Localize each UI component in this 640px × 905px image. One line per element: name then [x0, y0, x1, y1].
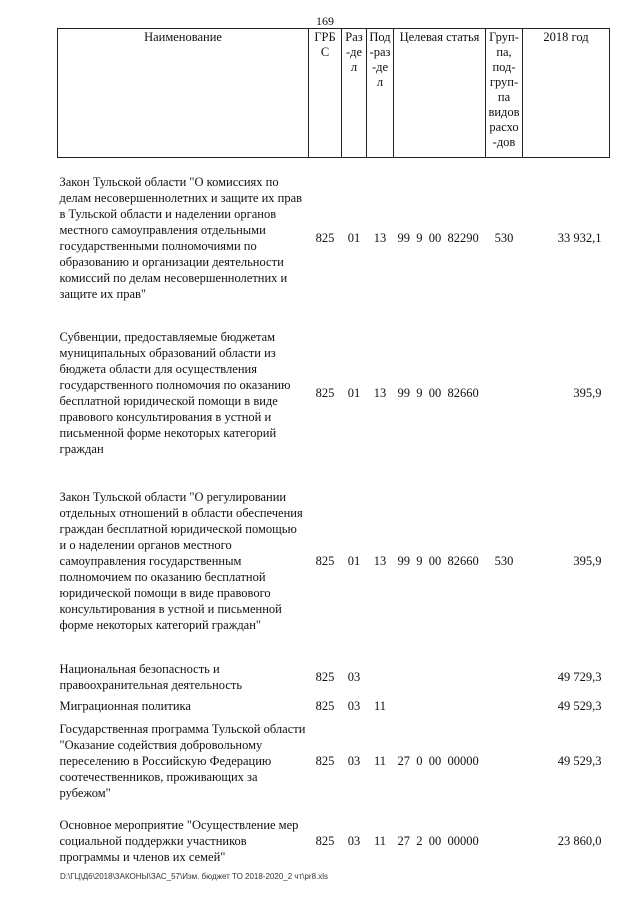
table-header-row [58, 29, 610, 158]
row-razdel: 03 [347, 754, 361, 768]
row-name: Национальная безопасность и правоохранительная деятельность [59, 662, 243, 692]
row-razdel: 03 [347, 670, 361, 684]
row-razdel: 01 [347, 386, 361, 400]
row-group [486, 654, 523, 696]
row-podrazdel [367, 654, 394, 696]
row-target: 27 2 00 00000 [397, 834, 479, 848]
row-target: 99 9 00 82660 [397, 554, 479, 568]
header-podrazdel: Под-раз-дел [367, 29, 394, 158]
row-razdel: 01 [347, 231, 361, 245]
row-target: 99 9 00 82290 [397, 231, 479, 245]
row-podrazdel: 13 [373, 386, 387, 400]
row-group [486, 318, 523, 468]
row-group [486, 806, 523, 876]
row-sum: 49 729,3 [557, 670, 602, 684]
row-grbs: 825 [315, 834, 335, 848]
row-group [486, 696, 523, 716]
row-target: 27 0 00 00000 [397, 754, 479, 768]
file-path-footer: D:\ГЦ\Д6\2018\ЗАКОНЫ\ЗАС_57\Изм. бюджет ТО 2018-2020_2 чт\pr8.xls [60, 872, 329, 881]
row-grbs: 825 [315, 670, 335, 684]
row-grbs: 825 [315, 554, 335, 568]
row-target [394, 654, 486, 696]
row-sum: 49 529,3 [557, 754, 602, 768]
row-razdel: 01 [347, 554, 361, 568]
row-podrazdel: 11 [373, 754, 387, 768]
row-grbs: 825 [315, 699, 335, 713]
row-razdel: 03 [347, 699, 361, 713]
table-row [58, 158, 610, 319]
row-sum: 395,9 [573, 386, 602, 400]
row-group: 530 [494, 554, 514, 568]
row-podrazdel: 11 [373, 834, 387, 848]
budget-table [57, 28, 610, 876]
header-target: Целевая статья [394, 29, 486, 158]
header-razdel: Раз-дел [342, 29, 367, 158]
row-podrazdel: 13 [373, 554, 387, 568]
row-sum: 49 529,3 [557, 699, 602, 713]
row-sum: 395,9 [573, 554, 602, 568]
table-row [58, 468, 610, 654]
row-podrazdel: 11 [373, 699, 387, 713]
table-row [58, 318, 610, 468]
table-row [58, 716, 610, 806]
row-target: 99 9 00 82660 [397, 386, 479, 400]
row-name: Миграционная политика [59, 699, 191, 713]
header-year: 2018 год [523, 29, 610, 158]
table-row [58, 654, 610, 696]
row-group [486, 716, 523, 806]
row-sum: 23 860,0 [557, 834, 602, 848]
row-name: Закон Тульской области "О регулировании отдельных отношений в области обеспечения граждан бесплатной юридической помощью и о наделении органов местного самоуправления государственным полномочием по оказанию бесплатной юридической помощи в виде правового консультирования в устной и письменной форме некоторых категорий граждан" [59, 490, 303, 632]
table-row [58, 696, 610, 716]
header-name: Наименование [58, 29, 309, 158]
row-razdel: 03 [347, 834, 361, 848]
row-target [394, 696, 486, 716]
row-sum: 33 932,1 [557, 231, 602, 245]
row-podrazdel: 13 [373, 231, 387, 245]
row-grbs: 825 [315, 754, 335, 768]
page-number: 169 [316, 14, 334, 28]
row-name: Закон Тульской области "О комиссиях по делам несовершеннолетних и защите их прав в Тульской области и наделении органов местного самоуправления отдельными государственными полномочиями по образованию и организации деятельности комиссий по делам несовершеннолетних и защите их прав" [59, 175, 303, 301]
header-group: Груп-па, под-груп-па видов расхо-дов [486, 29, 523, 158]
row-name: Государственная программа Тульской области "Оказание содействия добровольному переселению в Российскую Федерацию соотечественников, проживающих за рубежом" [59, 722, 306, 800]
row-grbs: 825 [315, 231, 335, 245]
table-row [58, 806, 610, 876]
row-grbs: 825 [315, 386, 335, 400]
row-group: 530 [494, 231, 514, 245]
row-name: Основное мероприятие "Осуществление мер социальной поддержки участников программы и членов их семей" [59, 818, 299, 864]
header-grbs: ГРБС [309, 29, 342, 158]
row-name: Субвенции, предоставляемые бюджетам муниципальных образований области из бюджета области для осуществления государственного полномочия по оказанию бесплатной юридической помощи в виде правового консультирования в устной и письменной форме некоторых категорий граждан [59, 330, 291, 456]
